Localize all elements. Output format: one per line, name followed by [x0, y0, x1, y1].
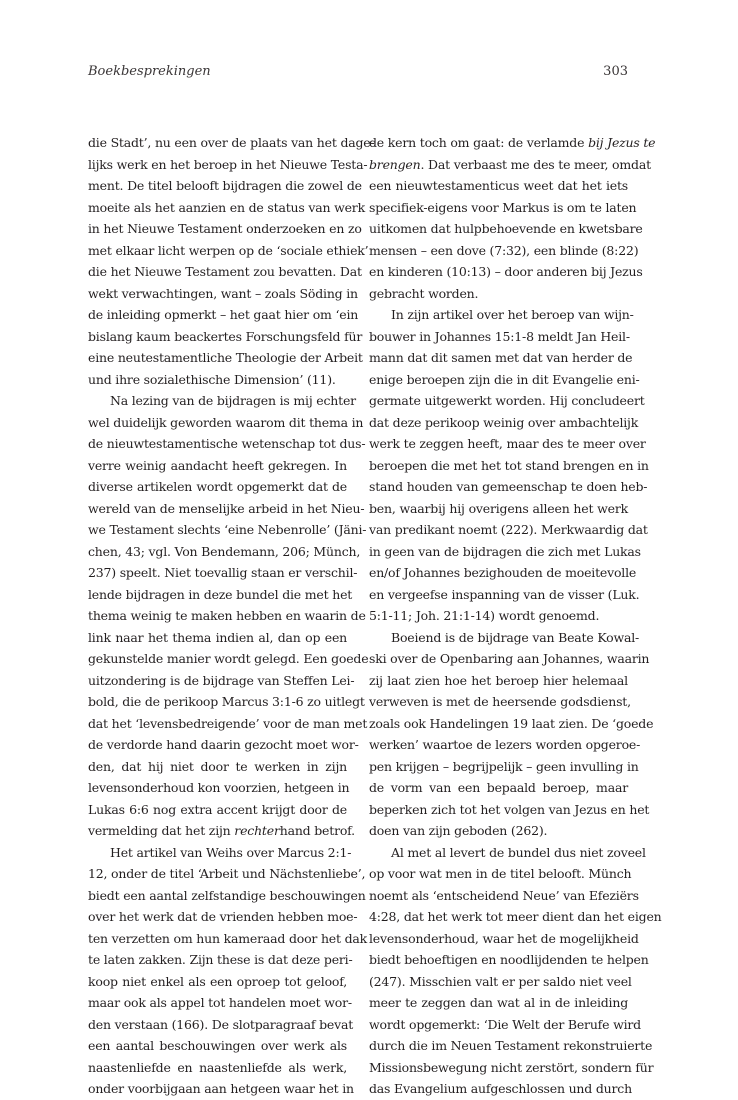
text-line [88, 154, 368, 176]
line-text: 4:28, dat het werk tot meer dient dan het eigen [369, 909, 662, 924]
text-line [88, 992, 352, 1014]
text-line [369, 820, 628, 842]
text-line [88, 885, 366, 907]
line-text: in geen van de bijdragen die zich met Lukas [369, 543, 641, 559]
line-text: die het Nieuwe Testament zou bevatten. Dat [88, 264, 362, 279]
text-line [88, 390, 356, 412]
line-text: wordt opgemerkt: ‘Die Welt der Berufe wird [369, 1016, 641, 1032]
text-line [369, 326, 628, 348]
text-line [369, 605, 628, 627]
line-text: we Testament slechts ‘eine Nebenrolle’ (Jäni- [88, 522, 367, 537]
line-text: Het artikel van Weihs over Marcus 2:1- [110, 844, 352, 860]
line-text: . Dat verbaast me des te meer, omdat [420, 156, 651, 172]
text-line [88, 519, 367, 541]
line-text: Al met al levert de bundel dus niet zoveel [391, 844, 646, 860]
text-line [369, 433, 646, 455]
text-line [369, 154, 651, 176]
line-text: 12, onder de titel ‘Arbeit und Nächstenliebe’, [88, 866, 366, 881]
text-line [88, 562, 358, 584]
right-text-column [369, 132, 662, 1100]
text-line [369, 455, 649, 477]
text-line [88, 906, 358, 928]
text-line [369, 670, 628, 692]
text-line [88, 541, 361, 563]
line-text: werk te zeggen heeft, maar des te meer over [369, 436, 646, 451]
line-text: (247). Misschien valt er per saldo niet veel [369, 973, 632, 989]
line-text: mann dat dit samen met dat van herder de [369, 350, 633, 365]
italic-emphasis: bij Jezus te [588, 135, 656, 150]
text-line [369, 562, 637, 584]
text-line [369, 240, 639, 262]
line-text: hand betrof. [279, 823, 355, 838]
line-text: und ihre sozialethische Dimension’ (11). [88, 371, 336, 387]
line-text: link naar het thema indien al, dan op een [88, 629, 347, 645]
line-text: bouwer in Johannes 15:1-8 meldt Jan Heil- [369, 328, 630, 344]
text-line [369, 734, 641, 756]
line-text: maar ook als appel tot handelen moet wor- [88, 995, 352, 1010]
line-text: de nieuwtestamentische wetenschap tot dus- [88, 436, 366, 451]
line-text: de verdorde hand daarin gezocht moet wor- [88, 737, 359, 752]
line-text: enige beroepen zijn die in dit Evangelie eni- [369, 371, 640, 387]
page-header [88, 64, 628, 84]
text-line [369, 304, 634, 326]
text-line [369, 261, 643, 283]
line-text: dat deze perikoop weinig over ambachtelijk [369, 414, 639, 430]
left-text-column [88, 132, 375, 1100]
text-line [369, 842, 646, 864]
line-text: uitkomen dat hulpbehoevende en kwetsbare [369, 221, 643, 236]
text-line [88, 369, 347, 391]
page-number: 303 [603, 64, 628, 79]
line-text: dat het ‘levensbedreigende’ voor de man met [88, 715, 368, 731]
text-line [369, 283, 628, 305]
line-text: Na lezing van de bijdragen is mij echter [110, 393, 356, 408]
line-text: ski over de Openbaring aan Johannes, waarin [369, 651, 650, 666]
text-line [88, 734, 359, 756]
line-text: zoals ook Handelingen 19 laat zien. De ‘goede [369, 715, 654, 731]
text-line [88, 691, 365, 713]
text-line [369, 863, 632, 885]
text-line [369, 347, 633, 369]
line-text: verre weinig aandacht heeft gekregen. In [88, 457, 347, 473]
line-text: in het Nieuwe Testament onderzoeken en zo [88, 221, 362, 236]
text-line [369, 498, 628, 520]
text-line [369, 756, 639, 778]
line-text: eine neutestamentliche Theologie der Arbeit [88, 350, 363, 365]
text-line [88, 283, 358, 305]
text-line [88, 949, 353, 971]
line-text: naastenliefde en naastenliefde als werk, [88, 1059, 347, 1075]
line-text: wel duidelijk geworden waarom dit thema in [88, 414, 364, 430]
text-line [88, 756, 347, 778]
line-text: op voor wat men in de titel belooft. Münch [369, 866, 632, 881]
text-line [88, 132, 375, 154]
line-text: uitzondering is de bijdrage van Steffen Lei- [88, 672, 355, 688]
line-text: de kern toch om gaat: de verlamde [369, 135, 589, 150]
line-text: stand houden van gemeenschap te doen heb- [369, 479, 648, 494]
text-line [369, 1057, 654, 1079]
text-line [88, 648, 369, 670]
line-text: wekt verwachtingen, want – zoals Söding in [88, 285, 358, 301]
text-line [369, 541, 641, 563]
line-text: noemt als ‘entscheidend Neue’ van Efeziërs [369, 887, 639, 903]
text-line [369, 1078, 632, 1100]
text-line [369, 713, 654, 735]
text-line [88, 820, 355, 842]
text-line [88, 498, 365, 520]
text-line [369, 390, 645, 412]
line-text: en kinderen (10:13) – door anderen bij Jezus [369, 264, 643, 279]
text-line [88, 261, 362, 283]
text-line [369, 799, 650, 821]
text-line [88, 197, 365, 219]
line-text: en vergeefse inspanning van de visser (Luk. [369, 586, 640, 602]
line-text: meer te zeggen dan wat al in de inleiding [369, 995, 628, 1010]
text-line [88, 670, 355, 692]
text-line [88, 777, 350, 799]
text-line [369, 175, 628, 197]
line-text: verweven is met de heersende godsdienst, [369, 694, 631, 709]
text-line [88, 1057, 347, 1079]
text-line [369, 971, 632, 993]
text-line [88, 326, 363, 348]
line-text: de inleiding opmerkt – het gaat hier om ‘ein [88, 307, 359, 322]
line-text: lijks werk en het beroep in het Nieuwe Testa- [88, 156, 368, 172]
line-text: een nieuwtestamenticus weet dat het iets [369, 178, 628, 193]
line-text: den, dat hij niet door te werken in zijn [88, 758, 347, 774]
text-line [369, 691, 631, 713]
text-line [369, 197, 637, 219]
text-line [88, 347, 363, 369]
text-line [88, 218, 362, 240]
text-line [88, 584, 353, 606]
text-line [369, 648, 650, 670]
line-text: 237) speelt. Niet toevallig staan er verschil- [88, 565, 358, 580]
line-text: wereld van de menselijke arbeid in het Nieu- [88, 500, 365, 516]
line-text: van predikant noemt (222). Merkwaardig dat [369, 522, 648, 537]
italic-emphasis: brengen [369, 156, 421, 172]
text-line [369, 476, 648, 498]
text-line [88, 1035, 347, 1057]
line-text: beroepen die met het tot stand brengen en in [369, 457, 649, 473]
text-line [369, 906, 662, 928]
text-line [88, 476, 347, 498]
text-line [369, 412, 639, 434]
text-line [88, 433, 366, 455]
text-line [369, 519, 648, 541]
text-line [88, 928, 368, 950]
line-text: mensen – een dove (7:32), een blinde (8:22) [369, 242, 639, 258]
line-text: In zijn artikel over het beroep van wijn- [391, 307, 634, 322]
text-line [369, 1035, 653, 1057]
line-text: bold, die de perikoop Marcus 3:1-6 zo uitlegt [88, 694, 365, 709]
line-text: de vorm van een bepaald beroep, maar [369, 780, 628, 795]
line-text: over het werk dat de vrienden hebben moe- [88, 909, 358, 924]
text-line [88, 1014, 354, 1036]
text-line [88, 799, 347, 821]
text-line [369, 584, 640, 606]
text-line [88, 412, 364, 434]
line-text: biedt een aantal zelfstandige beschouwingen [88, 887, 366, 903]
text-line [369, 218, 643, 240]
text-line [88, 175, 362, 197]
line-text: lende bijdragen in deze bundel die met het [88, 586, 353, 602]
line-text: specifiek-eigens voor Markus is om te laten [369, 199, 637, 215]
text-line [369, 992, 628, 1014]
line-text: pen krijgen – begrijpelijk – geen invulling in [369, 758, 639, 774]
line-text: Lukas 6:6 nog extra accent krijgt door de [88, 801, 347, 817]
text-line [369, 627, 640, 649]
text-line [88, 605, 366, 627]
text-line [369, 885, 639, 907]
line-text: moeite als het aanzien en de status van werk [88, 199, 365, 215]
text-line [88, 240, 369, 262]
text-line [88, 863, 366, 885]
line-text: te laten zakken. Zijn these is dat deze peri- [88, 952, 353, 967]
line-text: 5:1-11; Joh. 21:1-14) wordt genoemd. [369, 608, 600, 623]
line-text: gekunstelde manier wordt gelegd. Een goede [88, 651, 369, 666]
line-text: en/of Johannes bezighouden de moeitevolle [369, 565, 637, 580]
line-text: das Evangelium aufgeschlossen und durch [369, 1081, 632, 1096]
line-text: gebracht worden. [369, 285, 479, 301]
text-line [369, 369, 640, 391]
line-text: thema weinig te maken hebben en waarin de [88, 608, 366, 623]
line-text: ben, waarbij hij overigens alleen het werk [369, 500, 628, 516]
line-text: chen, 43; vgl. Von Bendemann, 206; Münch, [88, 543, 361, 559]
line-text: koop niet enkel als een oproep tot geloof, [88, 973, 347, 989]
line-text: vermelding dat het zijn [88, 823, 235, 838]
line-text: die Stadt’, nu een over de plaats van het dage- [88, 135, 375, 150]
text-line [369, 1014, 641, 1036]
line-text: germate uitgewerkt worden. Hij concludeert [369, 393, 645, 408]
text-line [88, 1078, 354, 1100]
text-line [88, 971, 347, 993]
italic-emphasis: rechter [234, 823, 280, 838]
text-line [88, 842, 352, 864]
line-text: met elkaar licht werpen op de ‘sociale ethiek’ [88, 242, 369, 258]
line-text: ment. De titel belooft bijdragen die zowel de [88, 178, 362, 193]
line-text: werken’ waartoe de lezers worden opgeroe- [369, 737, 641, 752]
line-text: den verstaan (166). De slotparagraaf bevat [88, 1016, 354, 1032]
line-text: een aantal beschouwingen over werk als [88, 1038, 347, 1053]
line-text: levensonderhoud kon voorzien, hetgeen in [88, 780, 350, 795]
running-title: Boekbesprekingen [88, 64, 211, 79]
text-line [369, 928, 639, 950]
line-text: biedt behoeftigen en noodlijdenden te helpen [369, 952, 649, 967]
line-text: zij laat zien hoe het beroep hier helemaal [369, 672, 628, 688]
text-line [369, 949, 649, 971]
text-line [369, 132, 656, 154]
line-text: doen van zijn geboden (262). [369, 823, 548, 838]
line-text: Missionsbewegung nicht zerstört, sondern für [369, 1059, 654, 1075]
line-text: levensonderhoud, waar het de mogelijkheid [369, 930, 639, 946]
line-text: beperken zich tot het volgen van Jezus en het [369, 801, 650, 817]
line-text: bislang kaum beackertes Forschungsfeld für [88, 328, 363, 344]
text-line [88, 455, 347, 477]
line-text: durch die im Neuen Testament rekonstruierte [369, 1038, 653, 1053]
line-text: onder voorbijgaan aan hetgeen waar het in [88, 1081, 354, 1096]
line-text: diverse artikelen wordt opgemerkt dat de [88, 479, 347, 494]
text-line [88, 627, 347, 649]
text-line [88, 304, 359, 326]
text-line [369, 777, 628, 799]
line-text: ten verzetten om hun kameraad door het dak [88, 930, 368, 946]
text-line [88, 713, 368, 735]
line-text: Boeiend is de bijdrage van Beate Kowal- [391, 629, 640, 645]
